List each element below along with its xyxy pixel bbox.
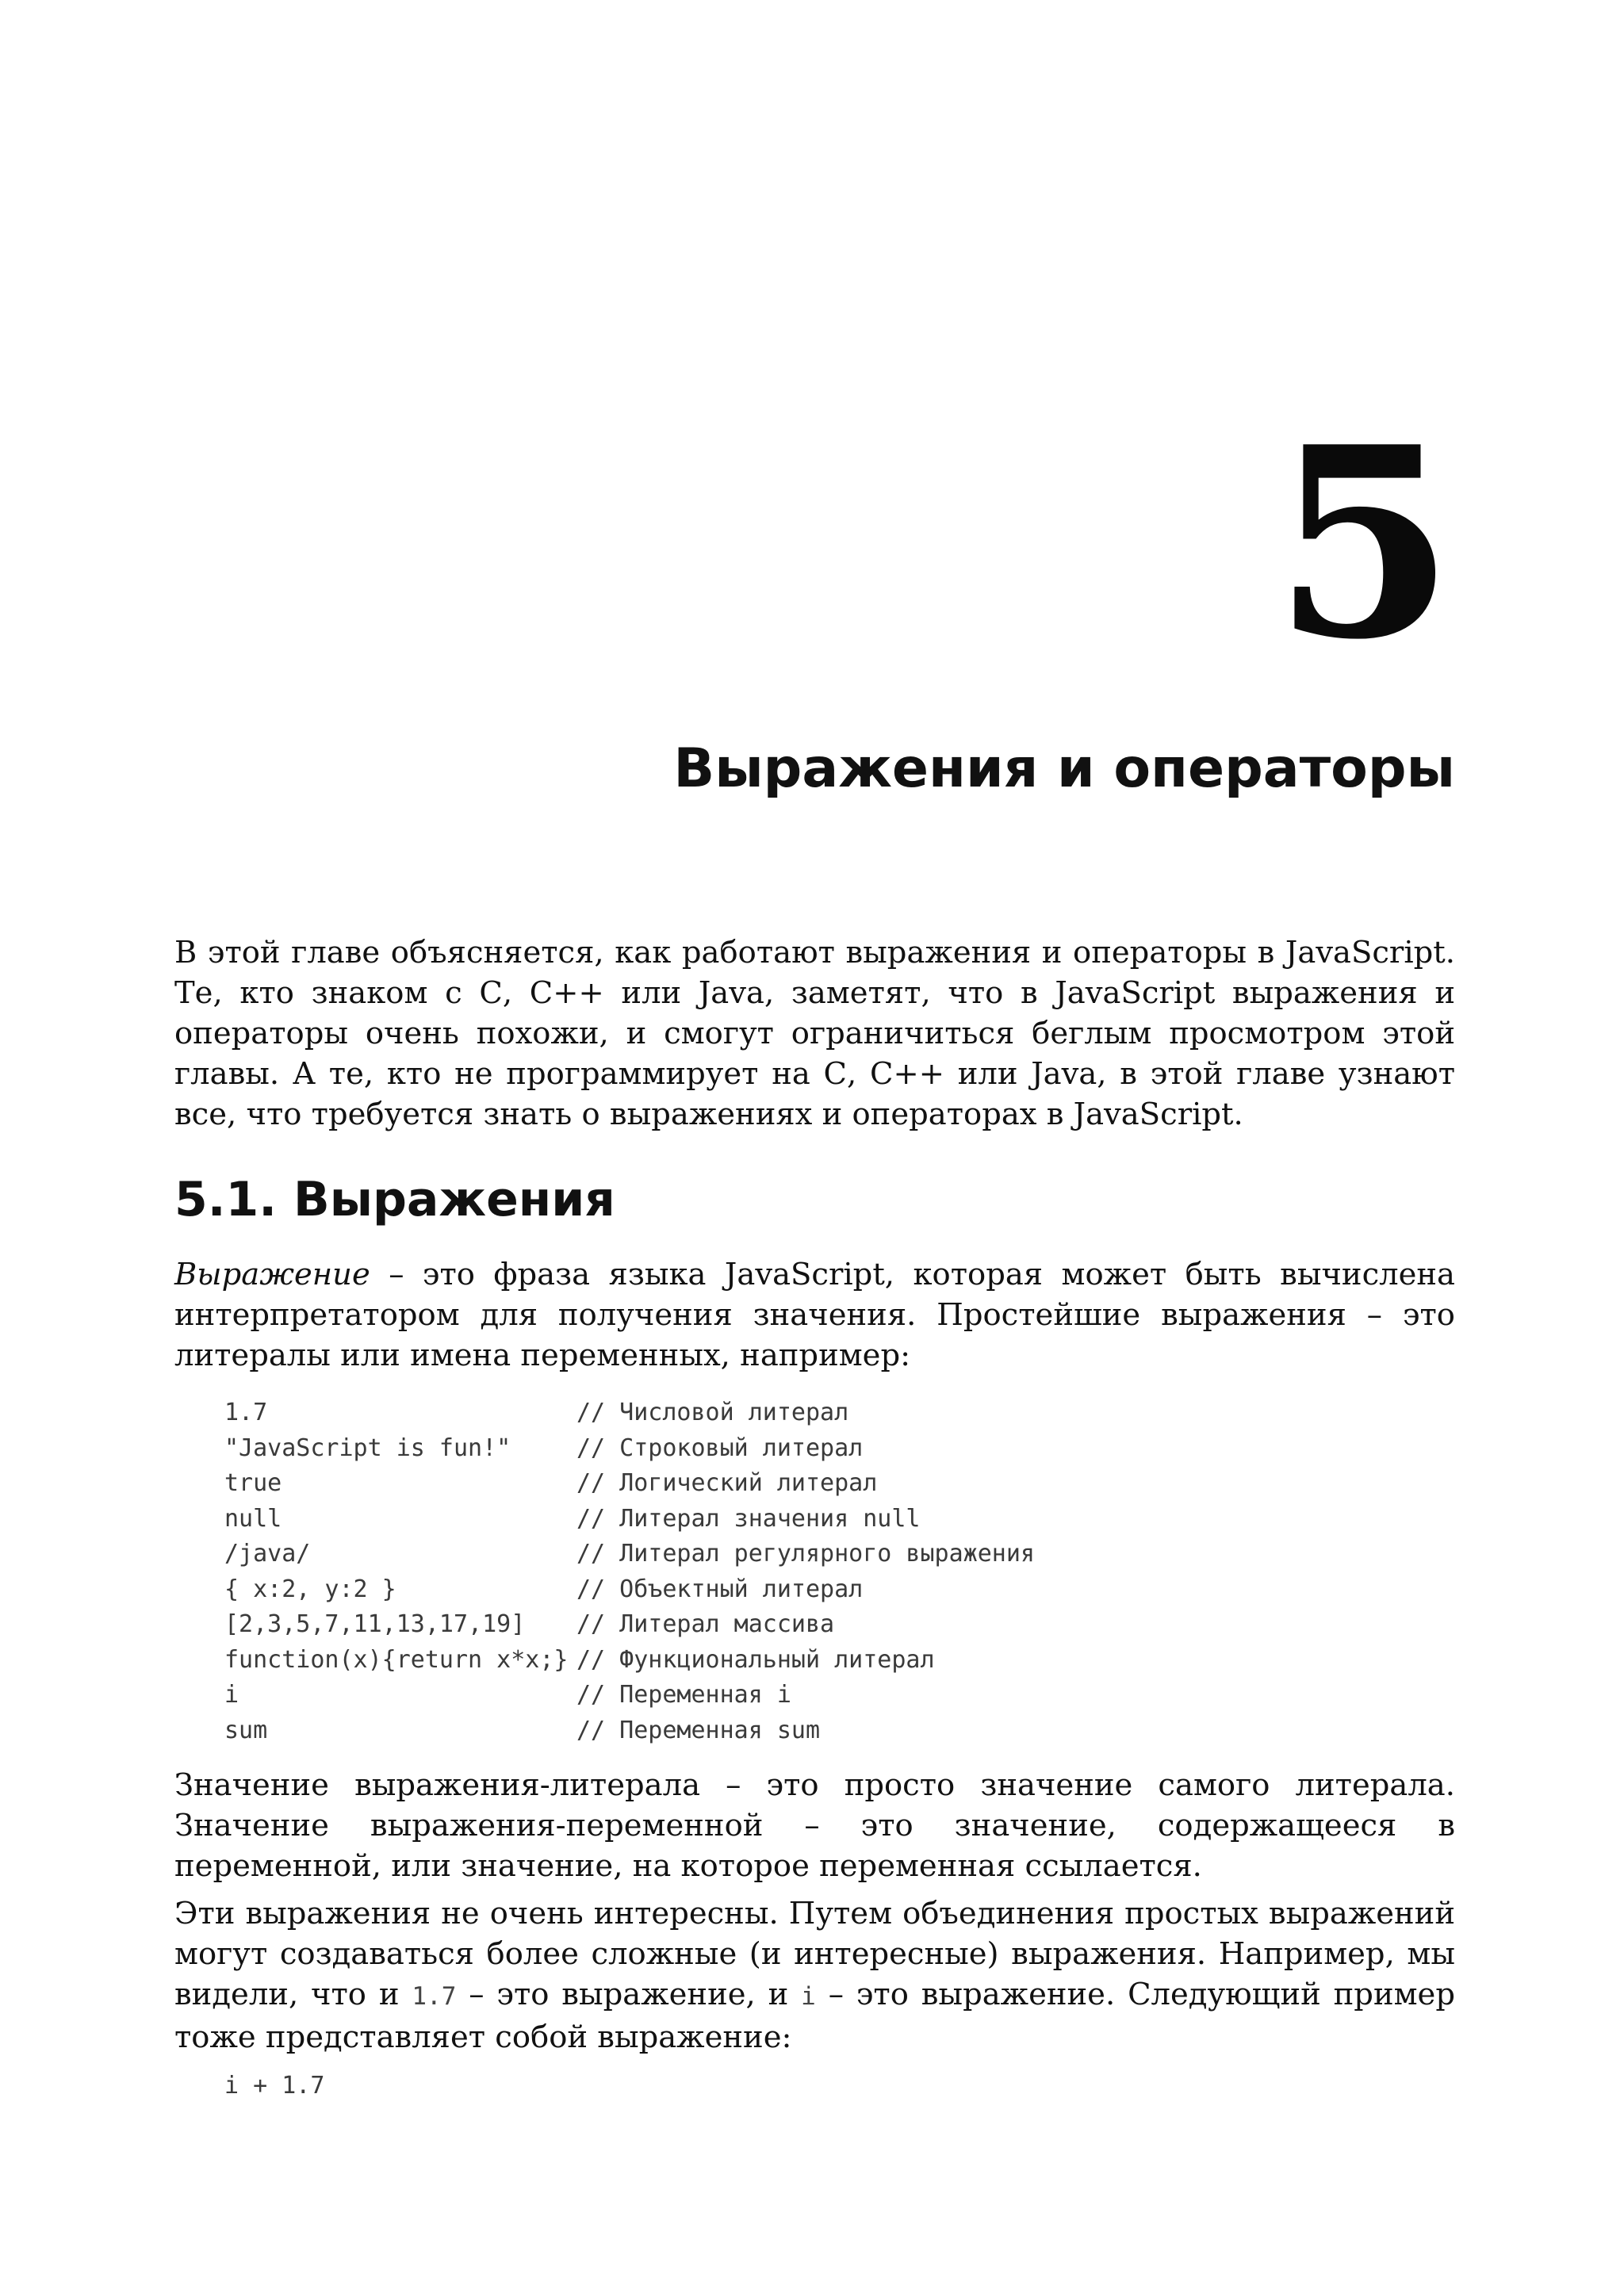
chapter-title: Выражения и операторы — [673, 737, 1455, 800]
code-expression: 1.7 — [224, 1399, 268, 1426]
code-expression: function(x){return x*x;} — [224, 1645, 569, 1674]
code-comment: // Переменная sum — [576, 1716, 821, 1744]
definition-paragraph — [174, 1254, 1455, 1376]
intro-paragraph: В этой главе объясняется, как работают выражения и операторы в JavaScript. Те, кто знаком с С, С++ или Java, заметят, что в JavaScript выражения и операторы очень похожи, и смогут ограничиться беглым просмотром этой главы. А те, кто не программирует на С, С++ или Java, в этой главе узнают все, что требуется знать о выражениях и операторах в JavaScript. — [174, 935, 1455, 1132]
definition-text: – это фраза языка JavaScript, которая может быть вычислена интерпретатором для получения значения. Простейшие выражения – это литералы или имена переменных, например: — [174, 1257, 1455, 1373]
paragraph-text: – это выражение. Следующий пример тоже представляет собой выражение: — [174, 1977, 1455, 2055]
code-line — [224, 1537, 1035, 1572]
code-line — [224, 1607, 1035, 1643]
final-code-example: i + 1.7 — [224, 2072, 325, 2100]
code-comment: // Переменная i — [576, 1681, 791, 1709]
paragraph-text: – это выражение, и — [456, 1977, 802, 2012]
inline-code: i — [801, 1982, 816, 2011]
literal-value-paragraph: Значение выражения-литерала – это просто значение самого литерала. Значение выражения-переменной – это значение, содержащееся в переменной, или значение, на которое переменная ссылается. — [174, 1767, 1455, 1884]
code-comment: // Литерал значения null — [576, 1504, 921, 1533]
section-heading: 5.1. Выражения — [174, 1172, 615, 1227]
code-expression: sum — [224, 1716, 268, 1744]
code-expression: /java/ — [224, 1540, 311, 1568]
code-line — [224, 1395, 1035, 1431]
code-expression: "JavaScript is fun!" — [224, 1434, 511, 1462]
code-line — [224, 1466, 1035, 1502]
definition-term: Выражение — [174, 1257, 370, 1292]
code-comment: // Логический литерал — [576, 1469, 878, 1497]
code-expression: [2,3,5,7,11,13,17,19] — [224, 1610, 526, 1638]
code-comment: // Числовой литерал — [576, 1399, 849, 1426]
code-line — [224, 1713, 1035, 1749]
code-comment: // Литерал массива — [576, 1610, 835, 1638]
chapter-number: 5 — [1273, 389, 1455, 697]
code-expression: true — [224, 1469, 282, 1497]
code-line — [224, 1643, 1035, 1679]
complex-expressions-paragraph — [174, 1893, 1455, 2058]
code-line — [224, 1572, 1035, 1608]
code-expression: null — [224, 1504, 282, 1533]
inline-code: 1.7 — [412, 1982, 457, 2011]
code-comment: // Объектный литерал — [576, 1575, 864, 1603]
code-expression: i — [224, 1681, 239, 1709]
code-expression: { x:2, y:2 } — [224, 1575, 396, 1603]
code-example-block — [224, 1395, 1035, 1748]
code-comment: // Литерал регулярного выражения — [576, 1540, 1035, 1568]
paragraph-text: Эти выражения не очень интересны. Путем объединения простых выражений могут создаваться более сложные (и интересные) выражения. Например, мы видели, что и — [174, 1896, 1455, 2012]
code-line — [224, 1678, 1035, 1713]
code-comment: // Функциональный литерал — [576, 1645, 935, 1674]
code-comment: // Строковый литерал — [576, 1434, 864, 1462]
code-line — [224, 1502, 1035, 1537]
code-line — [224, 1431, 1035, 1467]
